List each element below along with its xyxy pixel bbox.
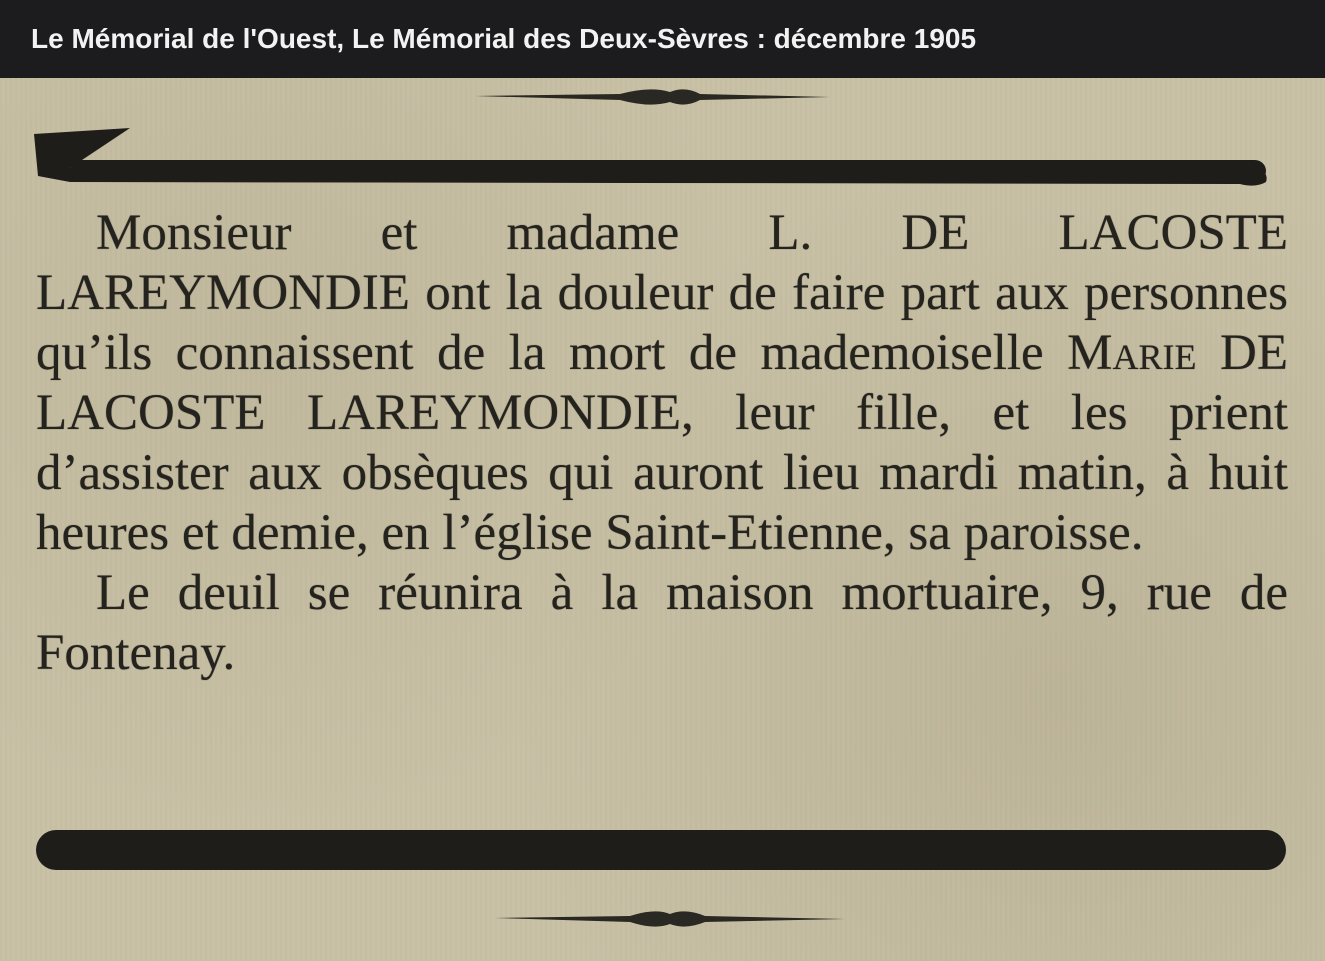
- document-title-bar: [0, 0, 1325, 78]
- bottom-thick-rule: [36, 830, 1286, 870]
- bottom-ornament-rule: [490, 904, 850, 934]
- notice-p1-rest: DE LACOSTE LAREYMONDIE, leur fille, et les prient d’assister aux obsèques qui auront lieu mardi matin, à huit heures et demie, en l’église Saint-Etienne, sa paroisse.: [36, 325, 1288, 561]
- top-thick-rule: [30, 126, 1275, 188]
- notice-p1-lead: Monsieur et madame L. DE LACOSTE LAREYMONDIE ont la douleur de faire part aux personnes qu’ils connaissent de la mort de mademoiselle: [36, 205, 1288, 381]
- top-ornament-rule: [470, 82, 840, 112]
- notice-paragraph-2: Le deuil se réunira à la maison mortuaire, 9, rue de Fontenay.: [36, 565, 1288, 681]
- notice-paragraph-1: [36, 203, 1288, 563]
- notice-p1-name: Marie: [1067, 325, 1197, 381]
- newspaper-scan: [0, 78, 1325, 961]
- obituary-notice: [36, 203, 1288, 683]
- document-title: Le Mémorial de l'Ouest, Le Mémorial des Deux-Sèvres : décembre 1905: [31, 23, 977, 54]
